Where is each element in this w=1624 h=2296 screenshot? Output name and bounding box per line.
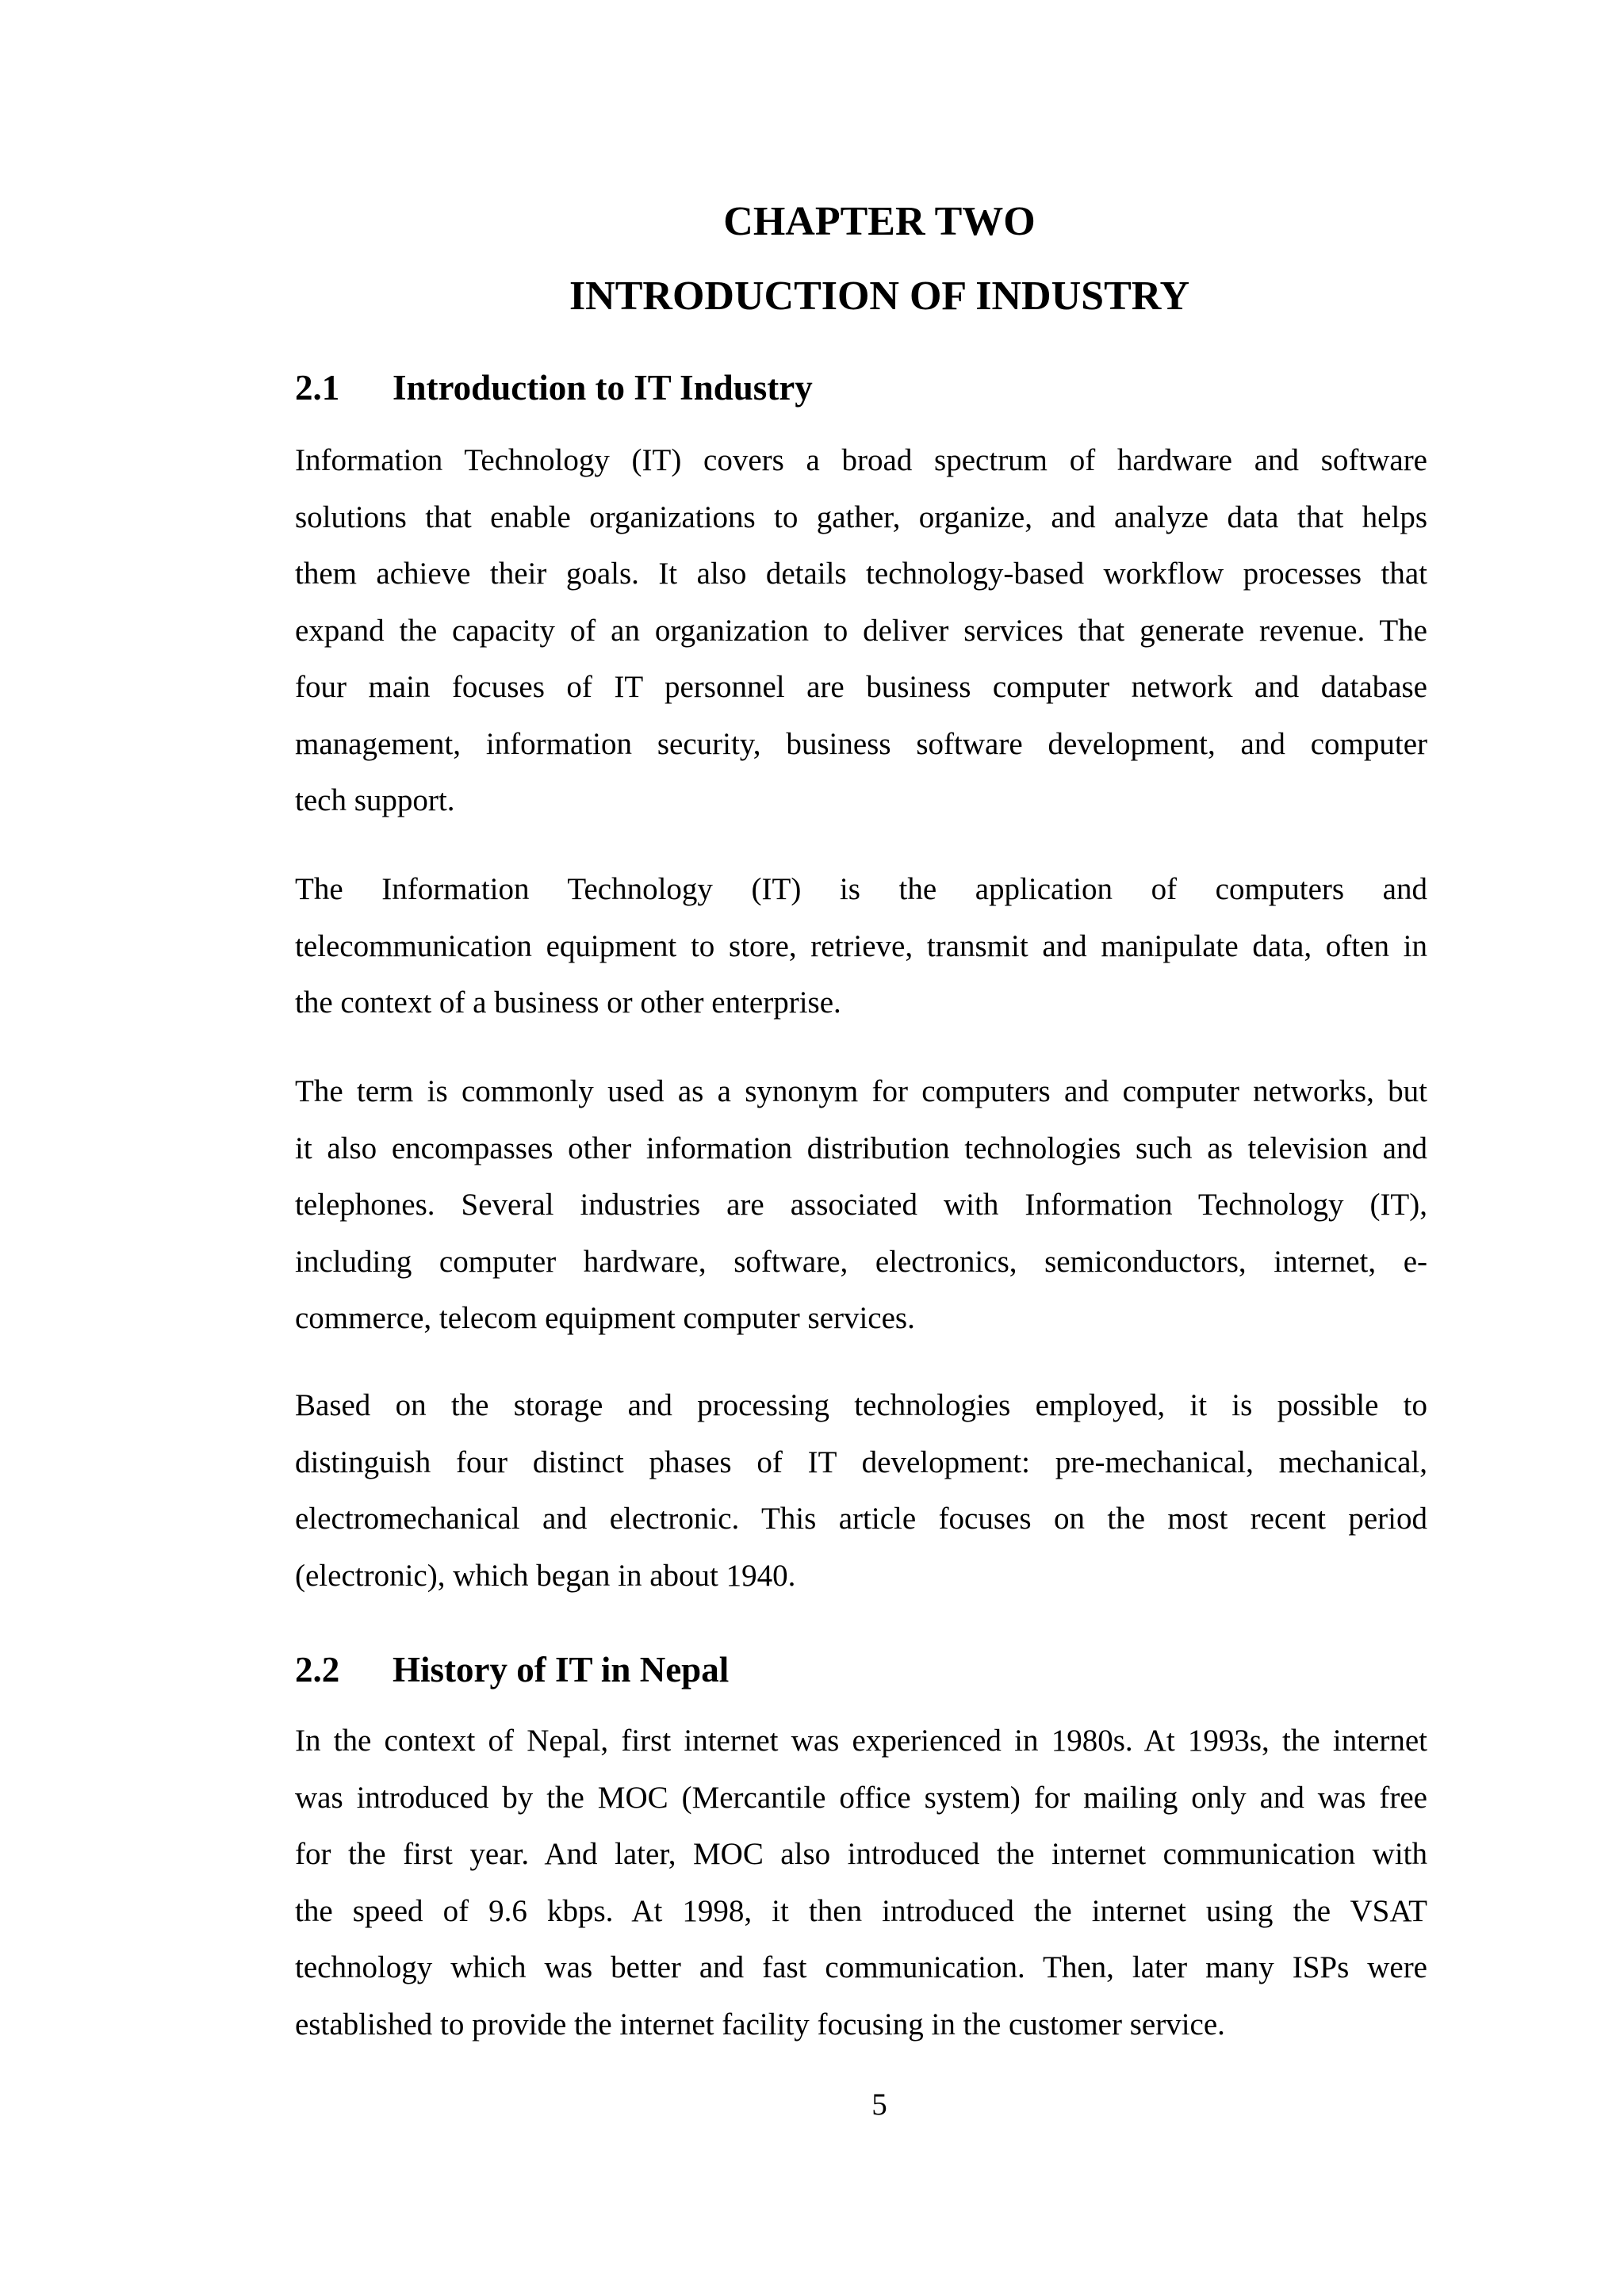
paragraph-line: The Information Technology (IT) is the application of computers and (295, 872, 1427, 906)
paragraph-line: solutions that enable organizations to gather, organize, and analyze data that helps (295, 499, 1427, 534)
paragraph (295, 1712, 1427, 2053)
paragraph (295, 1377, 1427, 1604)
paragraph-line: established to provide the internet facility focusing in the customer service. (295, 2007, 1225, 2042)
paragraph-line: telephones. Several industries are associated with Information Technology (IT), (295, 1188, 1427, 1222)
section-title: History of IT in Nepal (393, 1650, 730, 1689)
paragraph-line: Information Technology (IT) covers a broad spectrum of hardware and software (295, 443, 1427, 477)
paragraph-line: four main focuses of IT personnel are business computer network and database (295, 670, 1427, 704)
page-number: 5 (871, 2087, 887, 2122)
paragraph (295, 861, 1427, 1031)
paragraph-line: telecommunication equipment to store, retrieve, transmit and manipulate data, often in (295, 928, 1427, 963)
paragraph-line: it also encompasses other information distribution technologies such as television and (295, 1131, 1427, 1165)
section-number: 2.2 (295, 1650, 340, 1689)
paragraph-line: the context of a business or other enterprise. (295, 985, 841, 1020)
section-title: Introduction to IT Industry (393, 368, 813, 408)
paragraph-line: the speed of 9.6 kbps. At 1998, it then introduced the internet using the VSAT (295, 1893, 1427, 1928)
section-heading-2-2 (295, 1647, 729, 1692)
paragraph-line: technology which was better and fast communication. Then, later many ISPs were (295, 1950, 1427, 1984)
paragraph-line: them achieve their goals. It also details technology-based workflow processes that (295, 557, 1427, 591)
chapter-main-title: INTRODUCTION OF INDUSTRY (569, 274, 1190, 319)
paragraph-line: In the context of Nepal, first internet was experienced in 1980s. At 1993s, the internet (295, 1724, 1427, 1758)
paragraph-line: commerce, telecom equipment computer services. (295, 1301, 915, 1335)
paragraph-line: Based on the storage and processing technologies employed, it is possible to (295, 1388, 1427, 1422)
paragraph-line: for the first year. And later, MOC also introduced the internet communication with (295, 1837, 1427, 1871)
paragraph-line: tech support. (295, 783, 455, 817)
paragraph (295, 432, 1427, 829)
paragraph-line: electromechanical and electronic. This article focuses on the most recent period (295, 1502, 1427, 1536)
paragraph-line: management, information security, business software development, and computer (295, 726, 1427, 761)
paragraph-line: The term is commonly used as a synonym for computers and computer networks, but (295, 1074, 1427, 1108)
paragraph-line: (electronic), which began in about 1940. (295, 1558, 796, 1593)
paragraph-line: including computer hardware, software, electronics, semiconductors, internet, e- (295, 1244, 1427, 1279)
chapter-number-title: CHAPTER TWO (723, 199, 1036, 244)
paragraph-line: expand the capacity of an organization to deliver services that generate revenue. The (295, 613, 1427, 648)
paragraph-line: was introduced by the MOC (Mercantile office system) for mailing only and was free (295, 1780, 1427, 1815)
section-number: 2.1 (295, 368, 340, 408)
section-heading-2-1 (295, 365, 813, 410)
paragraph (295, 1063, 1427, 1347)
paragraph-line: distinguish four distinct phases of IT development: pre-mechanical, mechanical, (295, 1445, 1427, 1479)
